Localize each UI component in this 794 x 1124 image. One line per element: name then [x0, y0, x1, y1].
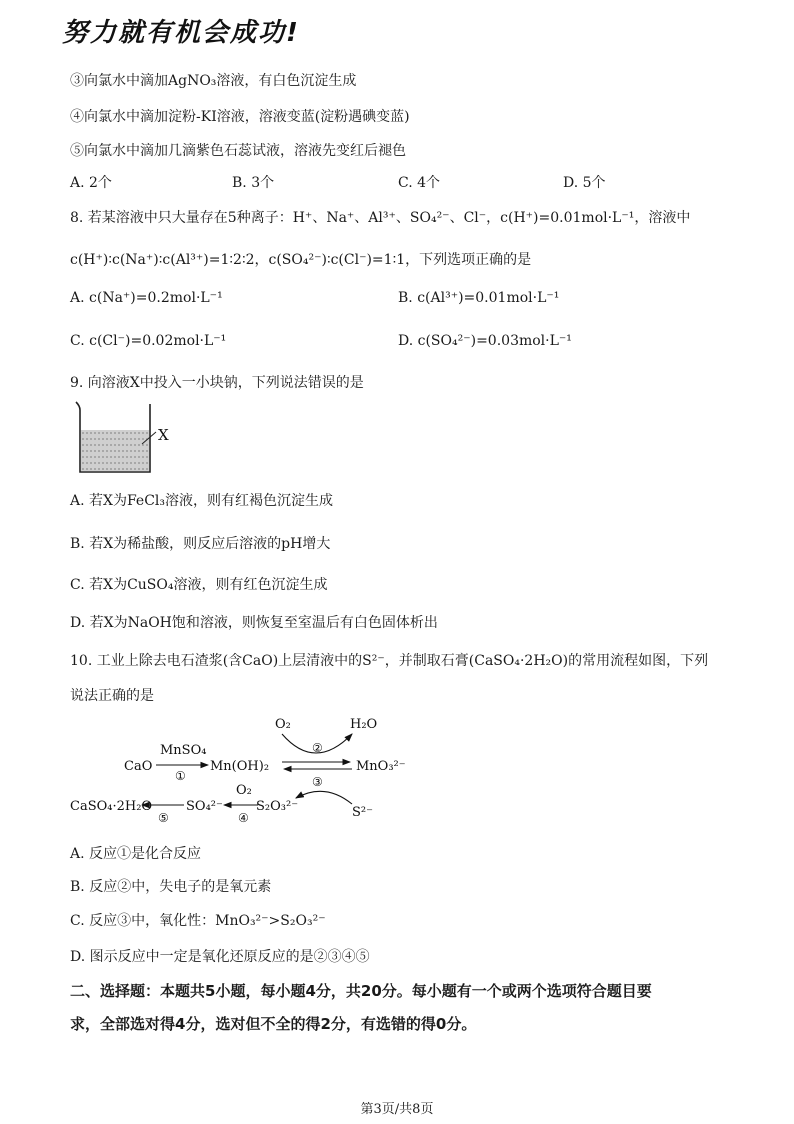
section-2-heading-line2: 求，全部选对得4分，选对但不全的得2分，有选错的得0分。 — [70, 1015, 477, 1033]
mno3-label: MnO₃²⁻ — [356, 759, 406, 774]
q8-stem-line1: 8. 若某溶液中只大量存在5种离子：H⁺、Na⁺、Al³⁺、SO₄²⁻、Cl⁻，c(H⁺)=0.01mol·L⁻¹，溶液中 — [70, 210, 691, 226]
o2-bottom-label: O₂ — [236, 783, 252, 798]
q8-option-d: D. c(SO₄²⁻)=0.03mol·L⁻¹ — [398, 333, 572, 349]
beaker-label: X — [158, 426, 169, 444]
q7-option-d: D. 5个 — [563, 175, 606, 191]
q7-option-c: C. 4个 — [398, 175, 441, 191]
section-2-heading-line1: 二、选择题：本题共5小题，每小题4分，共20分。每小题有一个或两个选项符合题目要 — [70, 982, 652, 1000]
header-slogan: 努力就有机会成功! — [62, 18, 300, 48]
step-1-number: ① — [175, 769, 186, 783]
q8-option-c: C. c(Cl⁻)=0.02mol·L⁻¹ — [70, 333, 227, 349]
s2o3-label: S₂O₃²⁻ — [256, 799, 299, 814]
step-5-number: ⑤ — [158, 811, 169, 825]
process-flow-diagram — [60, 712, 420, 830]
cao-label: CaO — [124, 759, 153, 774]
q10-stem-line2: 说法正确的是 — [70, 688, 154, 704]
q9-option-d: D. 若X为NaOH饱和溶液，则恢复至室温后有白色固体析出 — [70, 615, 438, 631]
q10-option-c: C. 反应③中，氧化性：MnO₃²⁻>S₂O₃²⁻ — [70, 913, 326, 929]
mnso4-label: MnSO₄ — [160, 743, 207, 758]
beaker-diagram — [70, 396, 190, 480]
item-4: ④向氯水中滴加淀粉-KI溶液，溶液变蓝(淀粉遇碘变蓝) — [70, 109, 410, 125]
s2-label: S²⁻ — [352, 805, 373, 820]
q8-option-b: B. c(Al³⁺)=0.01mol·L⁻¹ — [398, 290, 560, 306]
step-4-number: ④ — [238, 811, 249, 825]
page-number: 第3页/共8页 — [360, 1102, 434, 1117]
q8-stem-line2: c(H⁺)∶c(Na⁺)∶c(Al³⁺)=1∶2∶2，c(SO₄²⁻)∶c(Cl⁻)=1∶1，下列选项正确的是 — [70, 252, 532, 268]
q10-option-b: B. 反应②中，失电子的是氧元素 — [70, 879, 272, 895]
q10-option-d: D. 图示反应中一定是氧化还原反应的是②③④⑤ — [70, 949, 370, 965]
arrow-s2-to-s2o3 — [296, 791, 352, 804]
q9-option-a: A. 若X为FeCl₃溶液，则有红褐色沉淀生成 — [70, 493, 334, 509]
beaker-liquid — [81, 430, 149, 471]
q7-option-a: A. 2个 — [70, 175, 112, 191]
caso4-label: CaSO₄·2H₂O — [70, 799, 153, 814]
item-3: ③向氯水中滴加AgNO₃溶液，有白色沉淀生成 — [70, 73, 357, 89]
item-5: ⑤向氯水中滴加几滴紫色石蕊试液，溶液先变红后褪色 — [70, 143, 406, 159]
q7-option-b: B. 3个 — [232, 175, 275, 191]
q10-stem-line1: 10. 工业上除去电石渣浆(含CaO)上层清液中的S²⁻，并制取石膏(CaSO₄·2H₂O)的常用流程如图，下列 — [70, 653, 709, 669]
h2o-label: H₂O — [350, 717, 378, 732]
q9-option-c: C. 若X为CuSO₄溶液，则有红色沉淀生成 — [70, 577, 328, 593]
step-3-number: ③ — [312, 775, 323, 789]
o2-top-label: O₂ — [275, 717, 291, 732]
q9-option-b: B. 若X为稀盐酸，则反应后溶液的pH增大 — [70, 536, 331, 552]
step-2-number: ② — [312, 741, 323, 755]
so4-label: SO₄²⁻ — [186, 799, 223, 814]
mnoh2-label: Mn(OH)₂ — [210, 759, 270, 774]
q8-option-a: A. c(Na⁺)=0.2mol·L⁻¹ — [70, 290, 223, 306]
q9-stem: 9. 向溶液X中投入一小块钠，下列说法错误的是 — [70, 375, 364, 391]
q10-option-a: A. 反应①是化合反应 — [70, 846, 202, 862]
